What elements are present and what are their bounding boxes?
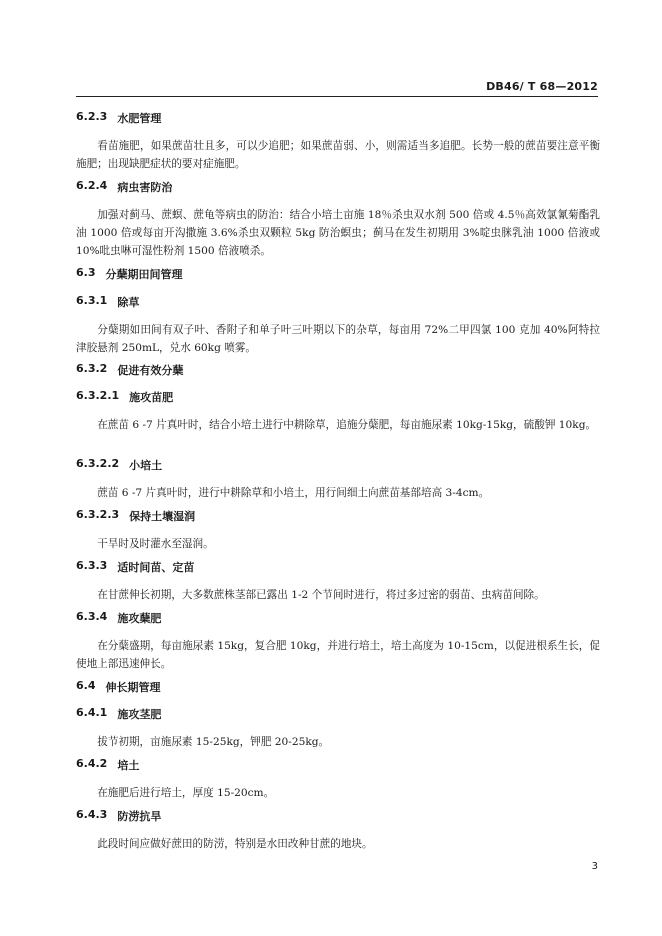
section-title: 分蘖期田间管理 [105, 268, 183, 281]
section-6-4-2 [76, 757, 600, 802]
section-heading [76, 679, 600, 695]
section-number: 6.3.2.3 [76, 508, 120, 521]
section-number: 6.3.2 [76, 362, 108, 375]
section-number: 6.2.4 [76, 179, 108, 192]
section-title: 保持土壤湿润 [129, 510, 196, 523]
section-6-2-3 [76, 110, 600, 173]
section-number: 6.4 [76, 679, 96, 692]
section-paragraph: 加强对蓟马、蔗螟、蔗龟等病虫的防治：结合小培土亩施 18％杀虫双水剂 500 倍或 4.5％高效氯氰菊酯乳油 1000 倍或每亩开沟撒施 3.6%杀虫双颗粒 5kg 防治螟虫；蓟马在发生初期用 3%啶虫脒乳油 1000 倍液或 10%吡虫啉可湿性粉剂 1500 倍液喷杀。 [76, 209, 600, 257]
section-heading [76, 179, 600, 195]
section-paragraph: 蔗苗 6 -7 片真叶时，进行中耕除草和小培土，用行间细土向蔗苗基部培高 3-4cm。 [97, 487, 490, 499]
section-title: 培土 [117, 759, 140, 772]
section-title: 小培土 [129, 459, 163, 472]
section-title: 除草 [117, 296, 140, 309]
section-heading [76, 559, 600, 575]
section-number: 6.3.2.2 [76, 457, 120, 470]
section-heading [76, 706, 600, 722]
page-number: 3 [591, 861, 598, 872]
section-title: 防涝抗旱 [117, 810, 162, 823]
section-6-4-1 [76, 706, 600, 751]
section-6-3-4 [76, 610, 600, 673]
section-number: 6.3.4 [76, 610, 108, 623]
section-heading [76, 757, 600, 773]
section-6-3 [76, 266, 600, 282]
section-6-3-2-3 [76, 508, 600, 553]
header-divider [76, 96, 598, 97]
section-6-3-2-1 [76, 389, 600, 434]
section-paragraph: 干旱时及时灌水至湿润。 [97, 538, 214, 550]
section-title: 促进有效分蘖 [117, 364, 184, 377]
section-heading [76, 266, 600, 282]
section-number: 6.3.1 [76, 294, 108, 307]
document-code: DB46/ T 68—2012 [486, 80, 598, 93]
section-title: 适时间苗、定苗 [117, 561, 195, 574]
section-heading [76, 362, 600, 378]
section-heading [76, 110, 600, 126]
section-6-3-3 [76, 559, 600, 604]
section-number: 6.3.2.1 [76, 389, 120, 402]
section-heading [76, 294, 600, 310]
section-number: 6.4.3 [76, 808, 108, 821]
section-heading [76, 808, 600, 824]
section-title: 水肥管理 [117, 112, 162, 125]
section-paragraph: 在施肥后进行培土，厚度 15-20cm。 [97, 787, 275, 799]
section-number: 6.4.1 [76, 706, 108, 719]
section-6-3-2 [76, 362, 600, 378]
section-6-4 [76, 679, 600, 695]
section-6-3-2-2 [76, 457, 600, 502]
section-paragraph: 分蘖期如田间有双子叶、香附子和单子叶三叶期以下的杂草，每亩用 72%二甲四氯 100 克加 40%阿特拉津胶悬剂 250mL，兑水 60kg 喷雾。 [76, 324, 600, 354]
section-paragraph: 在甘蔗伸长初期，大多数蔗株茎部已露出 1-2 个节间时进行，将过多过密的弱苗、虫病苗间除。 [97, 589, 545, 601]
section-title: 施攻茎肥 [117, 708, 162, 721]
section-paragraph: 看苗施肥，如果蔗苗壮且多，可以少追肥；如果蔗苗弱、小，则需适当多追肥。长势一般的蔗苗要注意平衡施肥；出现缺肥症状的要对症施肥。 [76, 140, 600, 170]
section-title: 施攻苗肥 [129, 391, 174, 404]
section-6-3-1 [76, 294, 600, 357]
section-6-2-4 [76, 179, 600, 260]
section-paragraph: 此段时间应做好蔗田的防涝，特别是水田改种甘蔗的地块。 [97, 838, 373, 850]
section-6-4-3 [76, 808, 600, 853]
section-heading [76, 610, 600, 626]
section-paragraph: 拔节初期，亩施尿素 15-25kg，钾肥 20-25kg。 [97, 736, 330, 748]
section-number: 6.3 [76, 266, 96, 279]
section-number: 6.4.2 [76, 757, 108, 770]
section-title: 施攻蘖肥 [117, 612, 162, 625]
section-heading [76, 508, 600, 524]
section-number: 6.2.3 [76, 110, 108, 123]
section-paragraph: 在蔗苗 6 -7 片真叶时，结合小培土进行中耕除草，追施分蘖肥，每亩施尿素 10kg-15kg，硫酸钾 10kg。 [97, 419, 597, 431]
section-title: 伸长期管理 [105, 681, 161, 694]
section-title: 病虫害防治 [117, 181, 173, 194]
section-heading [76, 457, 600, 473]
section-paragraph: 在分蘖盛期，每亩施尿素 15kg，复合肥 10kg，并进行培土，培土高度为 10-15cm，以促进根系生长，促使地上部迅速伸长。 [76, 640, 600, 670]
section-number: 6.3.3 [76, 559, 108, 572]
section-heading [76, 389, 600, 405]
